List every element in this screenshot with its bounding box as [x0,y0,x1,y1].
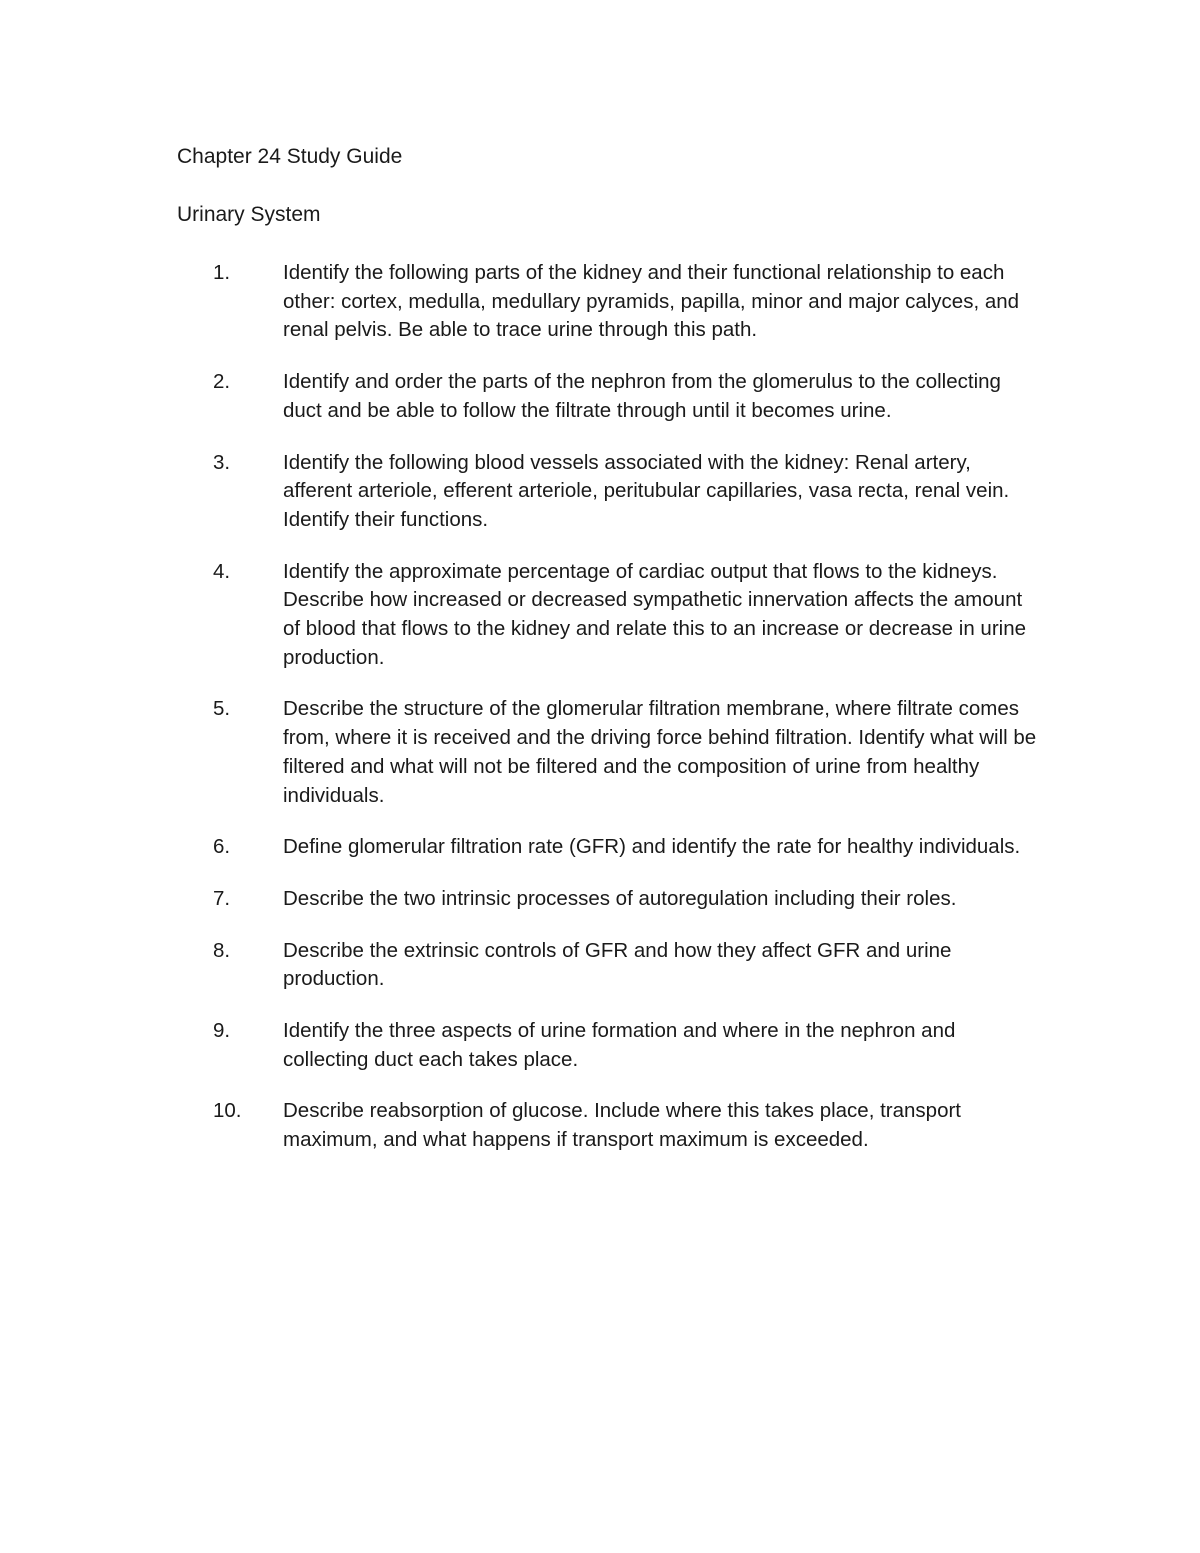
item-text: Identify and order the parts of the nephron from the glomerulus to the collecting duct and be able to follow the filtrate through until it becomes urine. [283,370,1001,422]
item-text: Describe reabsorption of glucose. Include where this takes place, transport maximum, and what happens if transport maximum is exceeded. [283,1099,962,1152]
item-number: 6. [213,835,231,859]
list-item [177,449,1037,535]
item-text: Identify the following parts of the kidney and their functional relationship to each other: cortex, medulla, medullary pyramids, papilla, minor and major calyces, and renal pelvis. Be able to trace urine through this path. [283,261,1020,342]
question-list [177,259,1037,1178]
list-item [177,885,1037,914]
list-item [177,1097,1037,1154]
item-text: Identify the three aspects of urine formation and where in the nephron and collecting duct each takes place. [283,1019,956,1071]
item-number: 3. [213,450,231,474]
item-text: Describe the extrinsic controls of GFR and how they affect GFR and urine production. [283,938,952,991]
item-number: 1. [213,261,231,284]
item-number: 8. [213,938,231,962]
list-item [177,1017,1037,1074]
item-number: 2. [213,370,231,394]
item-text: Describe the two intrinsic processes of autoregulation including their roles. [283,886,957,910]
item-text: Identify the approximate percentage of cardiac output that flows to the kidneys. Describe how increased or decreased sympathetic innervation affects the amount of blood that flows to the kidney and relate this to an increase or decrease in urine production. [283,559,1027,669]
document-subtitle: Urinary System [177,203,321,226]
list-item [177,937,1037,994]
item-number: 7. [213,886,231,910]
item-number: 5. [213,697,231,721]
document-title: Chapter 24 Study Guide [177,145,403,168]
item-text: Describe the structure of the glomerular filtration membrane, where filtrate comes from, where it is received and the driving force behind filtration. Identify what will be filtered and what will not be filtered and the composition of urine from healthy individuals. [283,697,1037,807]
item-number: 10. [213,1099,242,1123]
list-item [177,695,1037,810]
list-item [177,368,1037,425]
item-number: 4. [213,559,231,583]
list-item [177,259,1037,345]
list-item [177,558,1037,673]
list-item [177,833,1037,862]
item-number: 9. [213,1019,231,1043]
item-text: Identify the following blood vessels associated with the kidney: Renal artery, afferent arteriole, efferent arteriole, peritubular capillaries, vasa recta, renal vein. Identify their functions. [283,450,1010,531]
item-text: Define glomerular filtration rate (GFR) and identify the rate for healthy individuals. [283,835,1021,859]
